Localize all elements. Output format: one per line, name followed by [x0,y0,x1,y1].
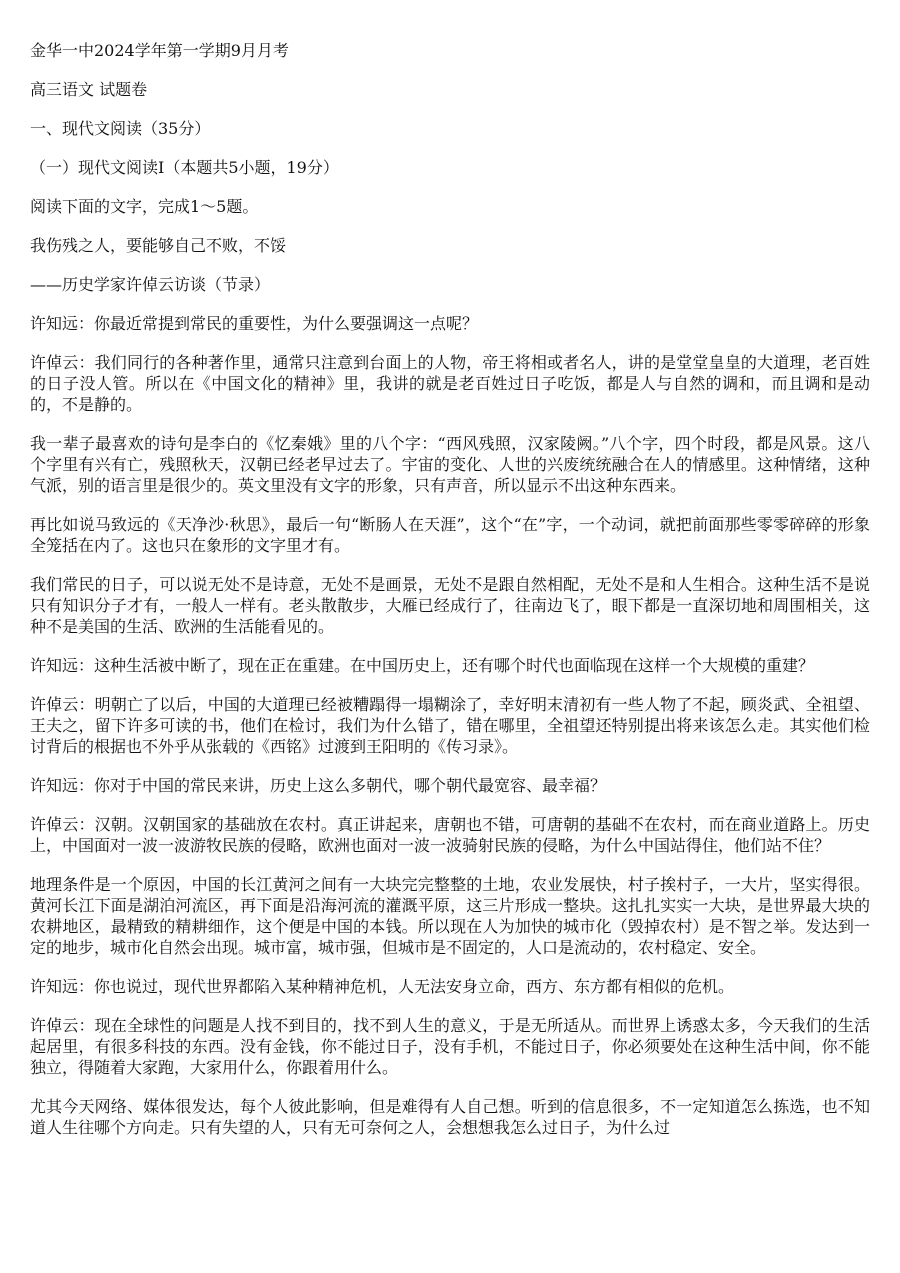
exam-title: 金华一中2024学年第一学期9月月考 [30,41,289,60]
interview-question: 许知远：你最近常提到常民的重要性，为什么要强调这一点呢？ [30,314,479,333]
section-title: 一、现代文阅读（35分） [30,119,211,138]
subsection-title: （一）现代文阅读I（本题共5小题，19分） [30,158,339,177]
interview-question: 许知远：你也说过，现代世界都陷入某种精神危机，人无法安身立命，西方、东方都有相似的危机。 [30,977,735,996]
interview-question: 许知远：这种生活被中断了，现在正在重建。在中国历史上，还有哪个时代也面临现在这样一个大规模的重建？ [30,656,815,675]
paper-title: 高三语文 试题卷 [30,80,148,99]
article-title: 我伤残之人，要能够自己不败，不馁 [30,236,287,255]
article-paragraph: 地理条件是一个原因，中国的长江黄河之间有一大块完完整整的土地，农业发展快，村子挨村子，一大片，坚实得很。黄河长江下面是湖泊河流区，再下面是沿海河流的灌溉平原，这三片形成一整块。这扎扎实实一大块，是世界最大块的农耕地区，最精致的精耕细作，这个便是中国的本钱。所以现在人为加快的城市化（毁掉农村）是不智之举。发达到一定的地步，城市化自然会出现。城市富，城市强，但城市是不固定的，人口是流动的，农村稳定、安全。 [30,875,870,957]
interview-answer: 许倬云：汉朝。汉朝国家的基础放在农村。真正讲起来，唐朝也不错，可唐朝的基础不在农村，而在商业道路上。历史上，中国面对一波一波游牧民族的侵略，欧洲也面对一波一波骑射民族的侵略，为什么中国站得住，他们站不住？ [30,815,870,855]
article-paragraph: 我们常民的日子，可以说无处不是诗意，无处不是画景，无处不是跟自然相配，无处不是和人生相合。这种生活不是说只有知识分子才有，一般人一样有。老头散散步，大雁已经成行了，往南边飞了，眼下都是一直深切地和周围相关，这种不是美国的生活、欧洲的生活能看见的。 [30,575,870,636]
interview-answer: 许倬云：现在全球性的问题是人找不到目的，找不到人生的意义，于是无所适从。而世界上诱惑太多，今天我们的生活起居里，有很多科技的东西。没有金钱，你不能过日子，没有手机，不能过日子，你必须要处在这种生活中间，你不能独立，得随着大家跑，大家用什么，你跟着用什么。 [30,1016,870,1077]
article-paragraph: 尤其今天网络、媒体很发达，每个人彼此影响，但是难得有人自己想。听到的信息很多，不一定知道怎么拣选，也不知道人生往哪个方向走。只有失望的人，只有无可奈何之人，会想想我怎么过日子，为什么过 [30,1097,870,1137]
reading-instruction: 阅读下面的文字，完成1～5题。 [30,197,259,216]
interview-answer: 许倬云：明朝亡了以后，中国的大道理已经被糟蹋得一塌糊涂了，幸好明末清初有一些人物了不起，顾炎武、全祖望、王夫之，留下许多可读的书，他们在检讨，我们为什么错了，错在哪里，全祖望还特别提出将来该怎么走。其实他们检讨背后的根据也不外乎从张载的《西铭》过渡到王阳明的《传习录》。 [30,695,870,756]
interview-answer: 许倬云：我们同行的各种著作里，通常只注意到台面上的人物，帝王将相或者名人，讲的是堂堂皇皇的大道理，老百姓的日子没人管。所以在《中国文化的精神》里，我讲的就是老百姓过日子吃饭，都是人与自然的调和，而且调和是动的，不是静的。 [30,353,870,414]
article-subtitle: ——历史学家许倬云访谈（节录） [30,275,271,294]
article-paragraph: 我一辈子最喜欢的诗句是李白的《忆秦娥》里的八个字：“西风残照，汉家陵阙。”八个字，四个时段，都是风景。这八个字里有兴有亡，残照秋天，汉朝已经老早过去了。宇宙的变化、人世的兴废统统融合在人的情感里。这种情绪，这种气派，别的语言里是很少的。英文里没有文字的形象，只有声音，所以显示不出这种东西来。 [30,434,870,495]
interview-question: 许知远：你对于中国的常民来讲，历史上这么多朝代，哪个朝代最宽容、最幸福？ [30,776,607,795]
article-paragraph: 再比如说马致远的《天净沙·秋思》，最后一句“断肠人在天涯”，这个“在”字，一个动词，就把前面那些零零碎碎的形象全笼括在内了。这也只在象形的文字里才有。 [30,515,870,555]
